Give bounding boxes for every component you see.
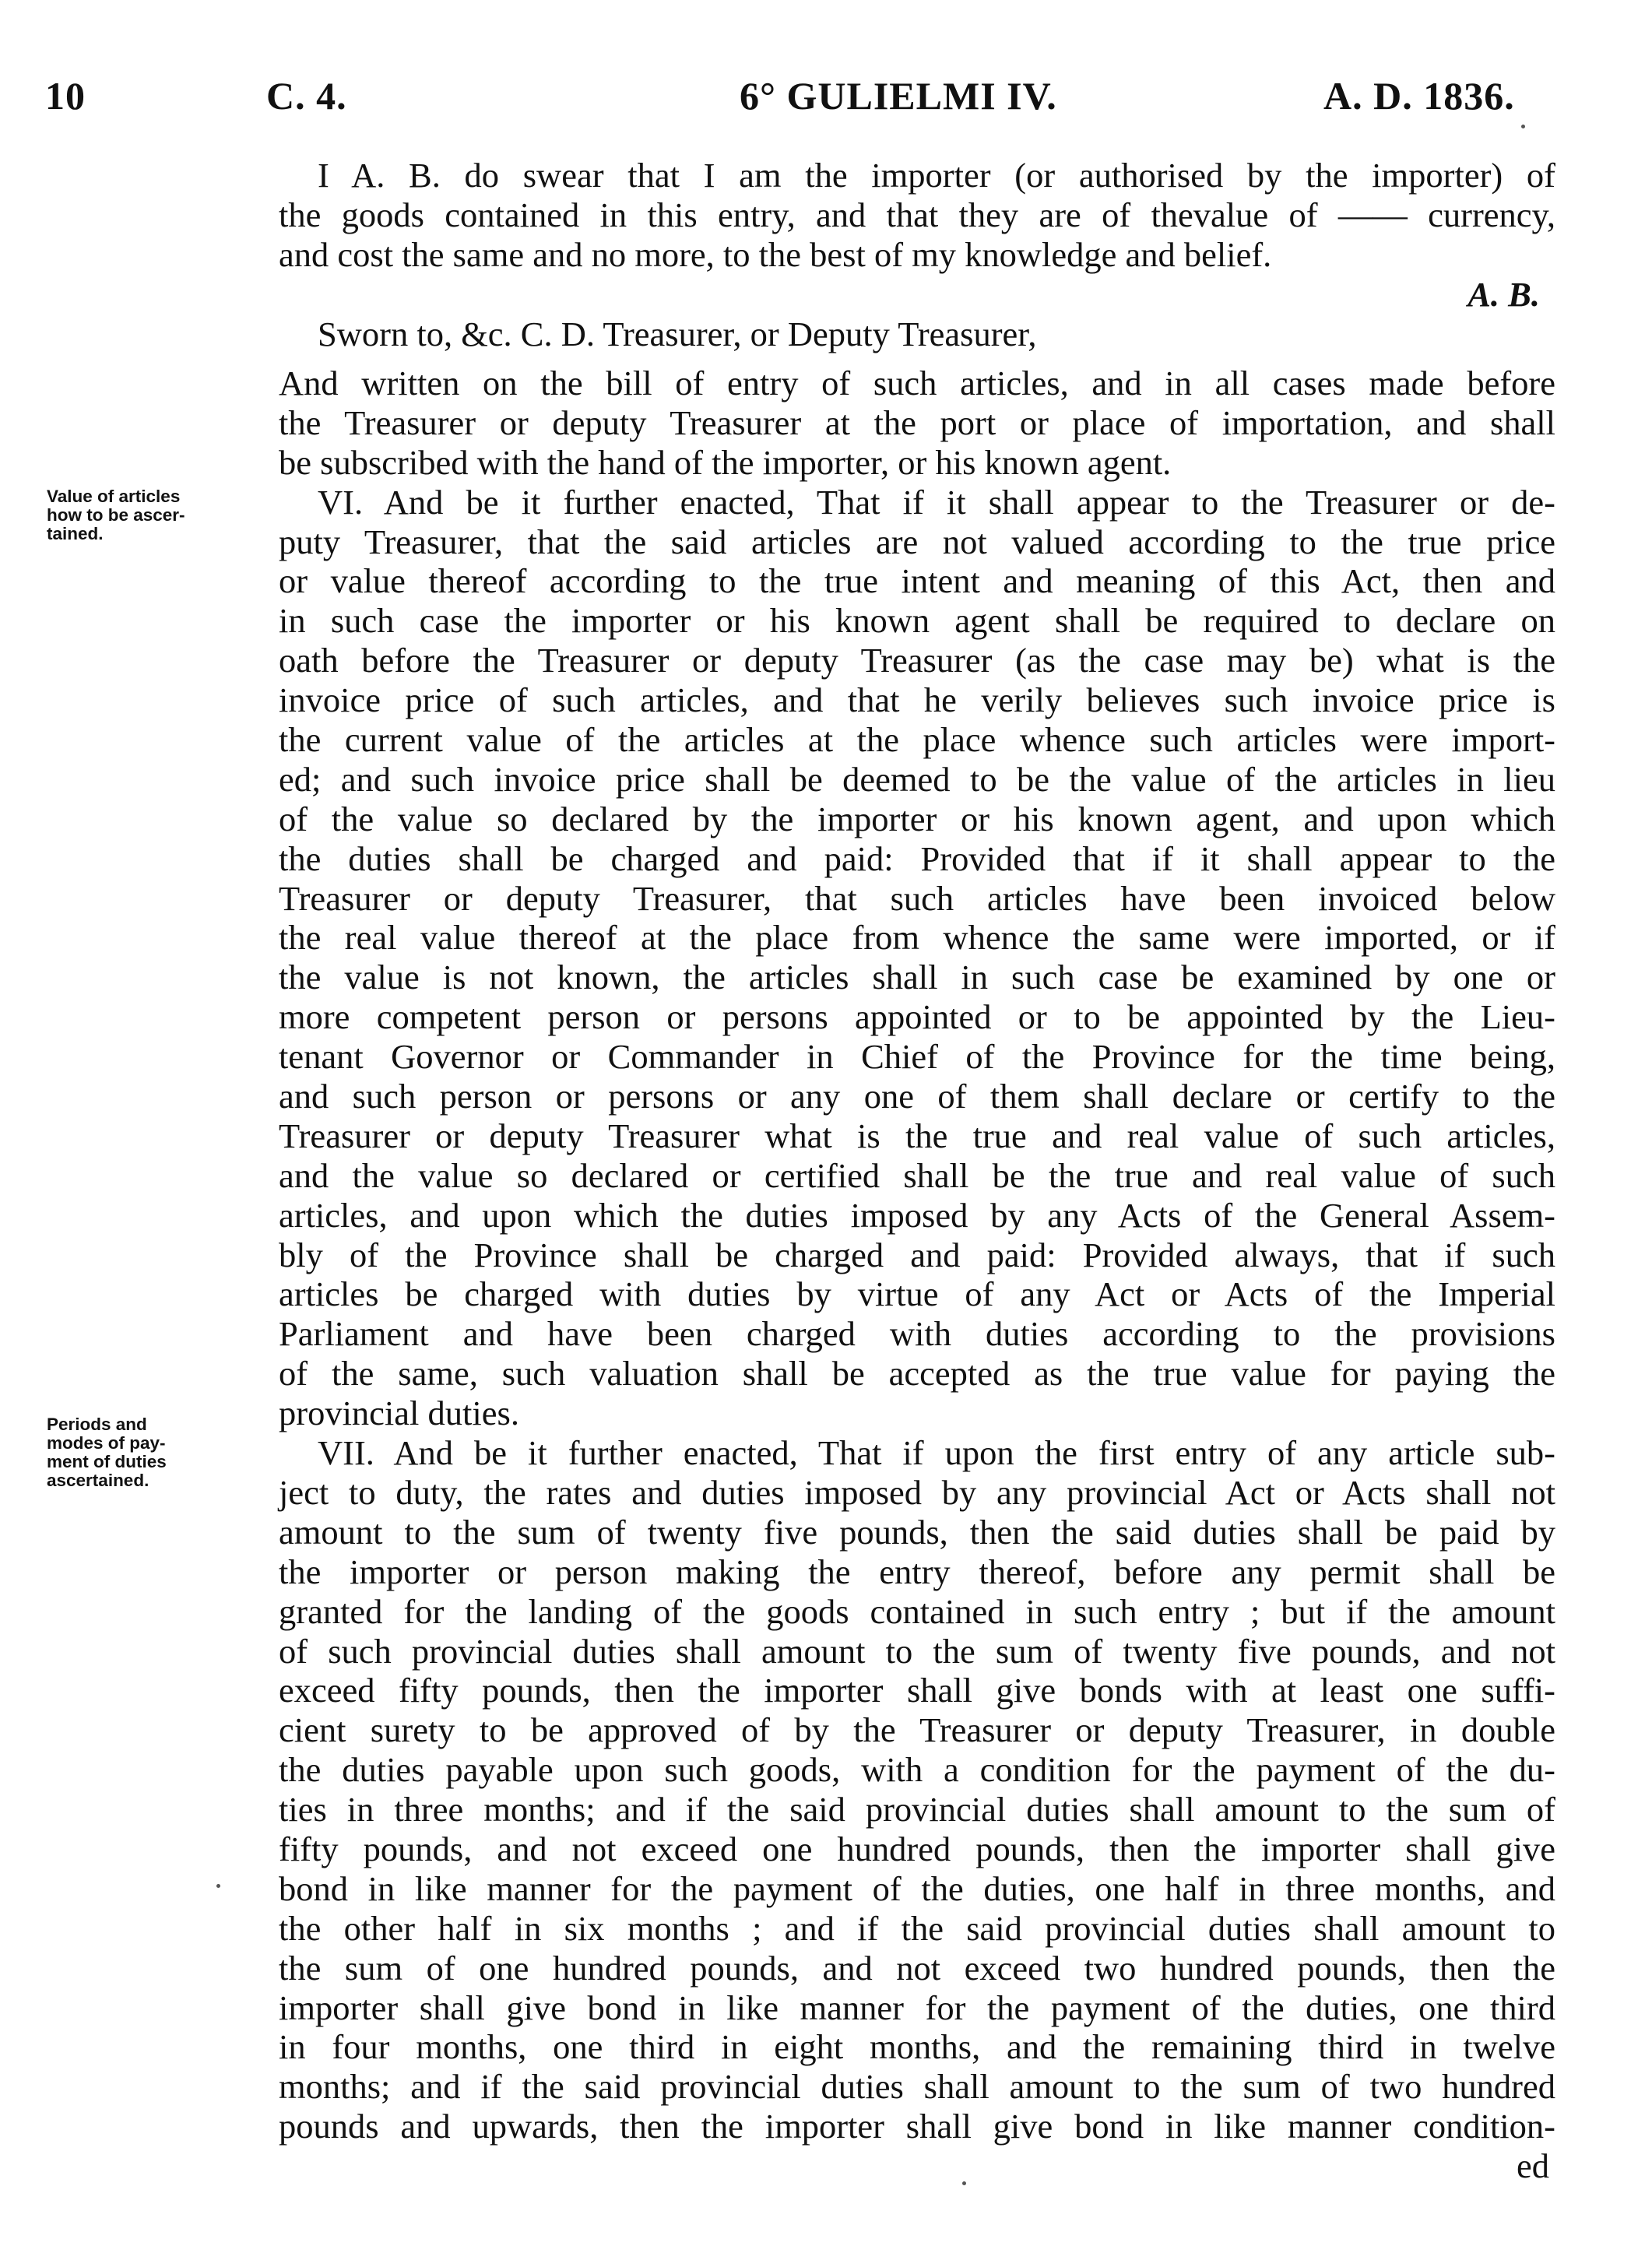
text-line: importer shall give bond in like manner for the payment of the duties, one third [279, 1988, 1555, 2027]
text-line: invoice price of such articles, and that he verily believes such invoice price is [279, 680, 1555, 720]
text-line: amount to the sum of twenty five pounds, then the said duties shall be paid by [279, 1512, 1555, 1552]
print-speck [216, 1884, 220, 1888]
oath-signature: A. B. [1467, 274, 1540, 314]
text-line: more competent person or persons appointed or to be appointed by the Lieu- [279, 997, 1555, 1037]
chapter-number: C. 4. [266, 74, 347, 118]
text-line: Treasurer or deputy Treasurer, that such articles have been invoiced below [279, 878, 1555, 918]
text-line: And written on the bill of entry of such articles, and in all cases made before [279, 364, 1555, 402]
text-line: bly of the Province shall be charged and paid: Provided always, that if such [279, 1235, 1555, 1274]
text-line: articles be charged with duties by virtue of any Act or Acts of the Imperial [279, 1274, 1555, 1314]
section-vi-start: VI. And be it further enacted, That if it shall appear to the Treasurer or de- [318, 482, 1555, 522]
oath-form [279, 156, 1555, 353]
oath-line: the goods contained in this entry, and that they are of thevalue of —— currency, [279, 195, 1555, 234]
text-line: exceed fifty pounds, then the importer shall give bonds with at least one suffi- [279, 1671, 1555, 1710]
text-line: ed; and such invoice price shall be deemed to be the value of the articles in lieu [279, 759, 1555, 799]
text-line: puty Treasurer, that the said articles are not valued according to the true price [279, 522, 1555, 561]
text-line: in four months, one third in eight months, and the remaining third in twelve [279, 2027, 1555, 2067]
text-line: of the same, such valuation shall be accepted as the true value for paying the [279, 1354, 1555, 1394]
text-line: Parliament and have been charged with duties according to the provisions [279, 1314, 1555, 1354]
marginal-note-line: Periods and [47, 1415, 147, 1434]
text-line: be subscribed with the hand of the importer, or his known agent. [279, 442, 1172, 482]
text-line: granted for the landing of the goods contained in such entry ; but if the amount [279, 1591, 1555, 1631]
text-line: in such case the importer or his known agent shall be required to declare on [279, 601, 1555, 641]
text-line: the importer or person making the entry thereof, before any permit shall be [279, 1552, 1555, 1591]
text-line: the real value thereof at the place from whence the same were imported, or if [279, 918, 1555, 958]
text-line: the sum of one hundred pounds, and not exceed two hundred pounds, then the [279, 1948, 1555, 1988]
oath-line: and cost the same and no more, to the best of my knowledge and belief. [279, 234, 1272, 274]
section-vii-start: VII. And be it further enacted, That if upon the first entry of any article sub- [318, 1433, 1555, 1473]
text-line: articles, and upon which the duties imposed by any Acts of the General Assem- [279, 1195, 1555, 1235]
marginal-note-line: how to be ascer- [47, 505, 185, 525]
text-line: the value is not known, the articles shall in such case be examined by one or [279, 958, 1555, 997]
marginal-note-value-of-articles [47, 487, 234, 543]
text-line: or value thereof according to the true intent and meaning of this Act, then and [279, 561, 1555, 601]
text-line: Treasurer or deputy Treasurer what is the true and real value of such articles, [279, 1116, 1555, 1155]
statute-text [279, 364, 1555, 2186]
text-line: and the value so declared or certified shall be the true and real value of such [279, 1155, 1555, 1195]
print-speck [962, 2181, 966, 2185]
sworn-line: Sworn to, &c. C. D. Treasurer, or Deputy Treasurer, [318, 314, 1037, 353]
page-number: 10 [45, 74, 86, 118]
text-line: of such provincial duties shall amount to the sum of twenty five pounds, and not [279, 1631, 1555, 1671]
text-line: pounds and upwards, then the importer shall give bond in like manner condition- [279, 2107, 1555, 2146]
text-line: fifty pounds, and not exceed one hundred pounds, then the importer shall give [279, 1829, 1555, 1868]
marginal-note-line: ment of duties [47, 1452, 167, 1471]
text-line: months; and if the said provincial duties shall amount to the sum of two hundred [279, 2067, 1555, 2107]
text-line: the duties shall be charged and paid: Provided that if it shall appear to the [279, 838, 1555, 878]
text-line: ties in three months; and if the said provincial duties shall amount to the sum of [279, 1790, 1555, 1829]
year-of-enactment: A. D. 1836. [1323, 74, 1515, 118]
text-line: oath before the Treasurer or deputy Treasurer (as the case may be) what is the [279, 641, 1555, 680]
marginal-note-line: tained. [47, 524, 104, 543]
regnal-year: 6° GULIELMI IV. [740, 74, 1057, 118]
text-line: bond in like manner for the payment of the duties, one half in three months, and [279, 1868, 1555, 1908]
text-line: the duties payable upon such goods, with a condition for the payment of the du- [279, 1750, 1555, 1790]
text-line: ject to duty, the rates and duties imposed by any provincial Act or Acts shall not [279, 1472, 1555, 1512]
text-line: of the value so declared by the importer or his known agent, and upon which [279, 799, 1555, 838]
text-line: tenant Governor or Commander in Chief of the Province for the time being, [279, 1037, 1555, 1077]
text-line: the other half in six months ; and if the said provincial duties shall amount to [279, 1908, 1555, 1948]
marginal-note-line: ascertained. [47, 1471, 149, 1490]
print-speck [1521, 125, 1525, 128]
marginal-note-line: modes of pay- [47, 1433, 166, 1453]
text-line: the Treasurer or deputy Treasurer at the port or place of importation, and shall [279, 402, 1555, 442]
marginal-note-line: Value of articles [47, 487, 181, 506]
oath-line: I A. B. do swear that I am the importer (or authorised by the importer) of [318, 156, 1555, 195]
text-line: cient surety to be approved of by the Treasurer or deputy Treasurer, in double [279, 1710, 1555, 1750]
text-line: provincial duties. [279, 1394, 519, 1433]
continuation-word: ed [1516, 2146, 1549, 2186]
text-line: the current value of the articles at the place whence such articles were import- [279, 720, 1555, 760]
text-line: and such person or persons or any one of them shall declare or certify to the [279, 1077, 1555, 1116]
marginal-note-periods-of-payment [47, 1415, 234, 1490]
